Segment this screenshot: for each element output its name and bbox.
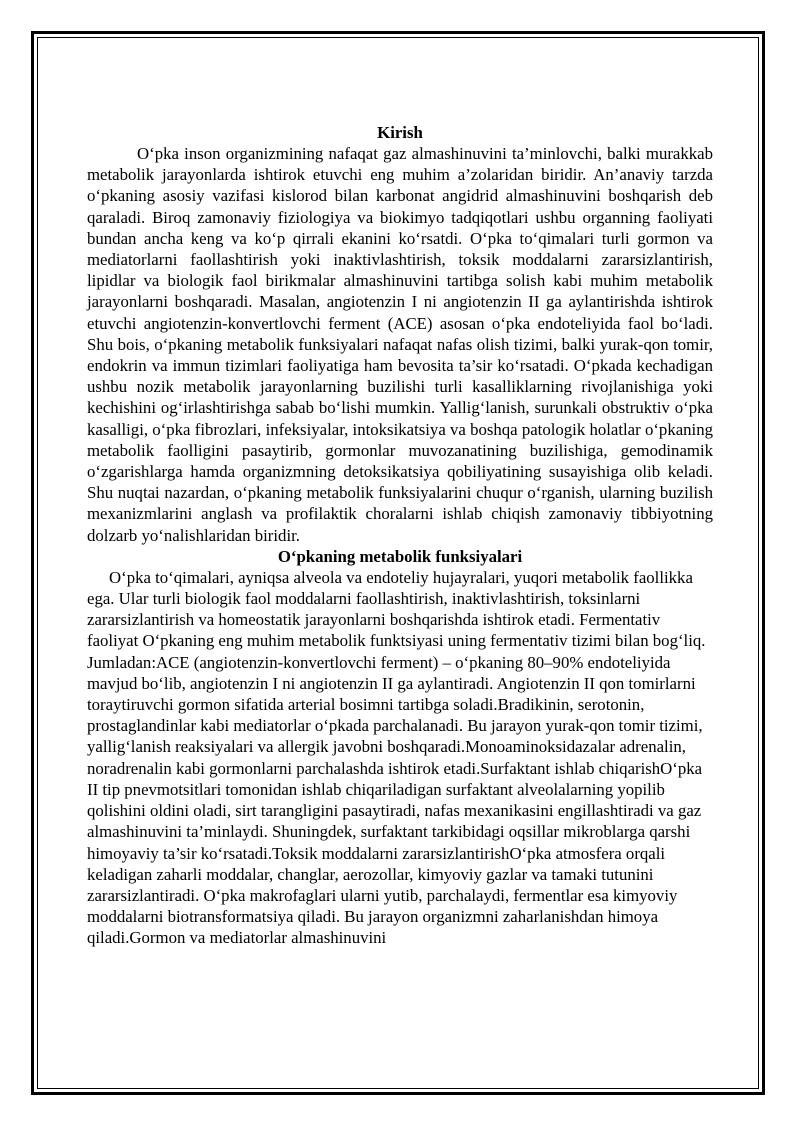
document-body: [87, 122, 713, 949]
section-paragraph: O‘pka to‘qimalari, ayniqsa alveola va endoteliy hujayralari, yuqori metabolik faollikka ega. Ular turli biologik faol moddalarni faollashtirish, inaktivlashtirish, toksinlarni zararsizlantirish va homeostatik jarayonlarni boshqarishda ishtirok etadi. Fermentativ faoliyat O‘pkaning eng muhim metabolik funktsiyasi uning fermentativ tizimi bilan bog‘liq. Jumladan:ACE (angiotenzin-konvertlovchi ferment) – o‘pkaning 80–90% endoteliyida mavjud bo‘lib, angiotenzin I ni angiotenzin II ga aylantiradi. Angiotenzin II qon tomirlarni toraytiruvchi gormon sifatida arterial bosimni tartibga soladi.Bradikinin, serotonin, prostaglandinlar kabi mediatorlar o‘pkada parchalanadi. Bu jarayon yurak-qon tomir tizimi, yallig‘lanish reaksiyalari va allergik javobni boshqaradi.Monoaminoksidazalar adrenalin, noradrenalin kabi gormonlarni parchalashda ishtirok etadi.Surfaktant ishlab chiqarishO‘pka II tip pnevmotsitlari tomonidan ishlab chiqariladigan surfaktant alveolalarning yopilib qolishini oldini oladi, sirt tarangligini pasaytiradi, nafas mexanikasini engillashtiradi va gaz almashinuvini ta’minlaydi. Shuningdek, surfaktant tarkibidagi oqsillar mikroblarga qarshi himoyaviy ta’sir ko‘rsatadi.Toksik moddalarni zararsizlantirishO‘pka atmosfera orqali keladigan zaharli moddalar, changlar, aerozollar, kimyoviy gazlar va tamaki tutunini zararsizlantiradi. O‘pka makrofaglari ularni yutib, parchalaydi, fermentlar esa kimyoviy moddalarni biotransformatsiya qiladi. Bu jarayon organizmni zaharlanishdan himoya qiladi.Gormon va mediatorlar almashinuvini: [87, 567, 706, 948]
intro-heading: Kirish: [377, 123, 423, 142]
section-heading: O‘pkaning metabolik funksiyalari: [277, 546, 523, 566]
intro-paragraph: O‘pka inson organizmining nafaqat gaz almashinuvini ta’minlovchi, balki murakkab metabolik jarayonlarda ishtirok etuvchi eng muhim a’zolaridan biridir. An’anaviy tarzda o‘pkaning asosiy vazifasi kislorod bilan karbonat angidrid almashinuvini boshqarish deb qaraladi. Biroq zamonaviy fiziologiya va biokimyo tadqiqotlari ushbu organning faoliyati bundan ancha keng va ko‘p qirrali ekanini ko‘rsatdi. O‘pka to‘qimalari turli gormon va mediatorlarni faollashtirish yoki inaktivlashtirish, toksik moddalarni zararsizlantirish, lipidlar va biologik faol birikmalar almashinuvini tartibga solish kabi muhim metabolik jarayonlarni boshqaradi. Masalan, angiotenzin I ni angiotenzin II ga aylantirishda ishtirok etuvchi angiotenzin-konvertlovchi ferment (ACE) asosan o‘pka endoteliyida faol bo‘ladi. Shu bois, o‘pkaning metabolik funksiyalari nafaqat nafas olish tizimi, balki yurak-qon tomir, endokrin va immun tizimlari faoliyatiga ham bevosita ta’sir ko‘rsatadi. O‘pkada kechadigan ushbu nozik metabolik jarayonlarning buzilishi turli kasalliklarning rivojlanishiga yoki kechishini og‘irlashtirishga sabab bo‘lishi mumkin. Yallig‘lanish, surunkali obstruktiv o‘pka kasalligi, o‘pka fibrozlari, infeksiyalar, intoksikatsiya va boshqa patologik holatlar o‘pkaning metabolik faolligini pasaytirib, gormonlar muvozanatining buzilishiga, gemodinamik o‘zgarishlarga hamda organizmning detoksikatsiya qobiliyatining susayishiga olib keladi. Shu nuqtai nazardan, o‘pkaning metabolik funksiyalarini chuqur o‘rganish, ularning buzilish mexanizmlarini anglash va profilaktik choralarni ishlab chiqish zamonaviy tibbiyotning dolzarb yo‘nalishlaridan biridir.: [87, 144, 713, 545]
